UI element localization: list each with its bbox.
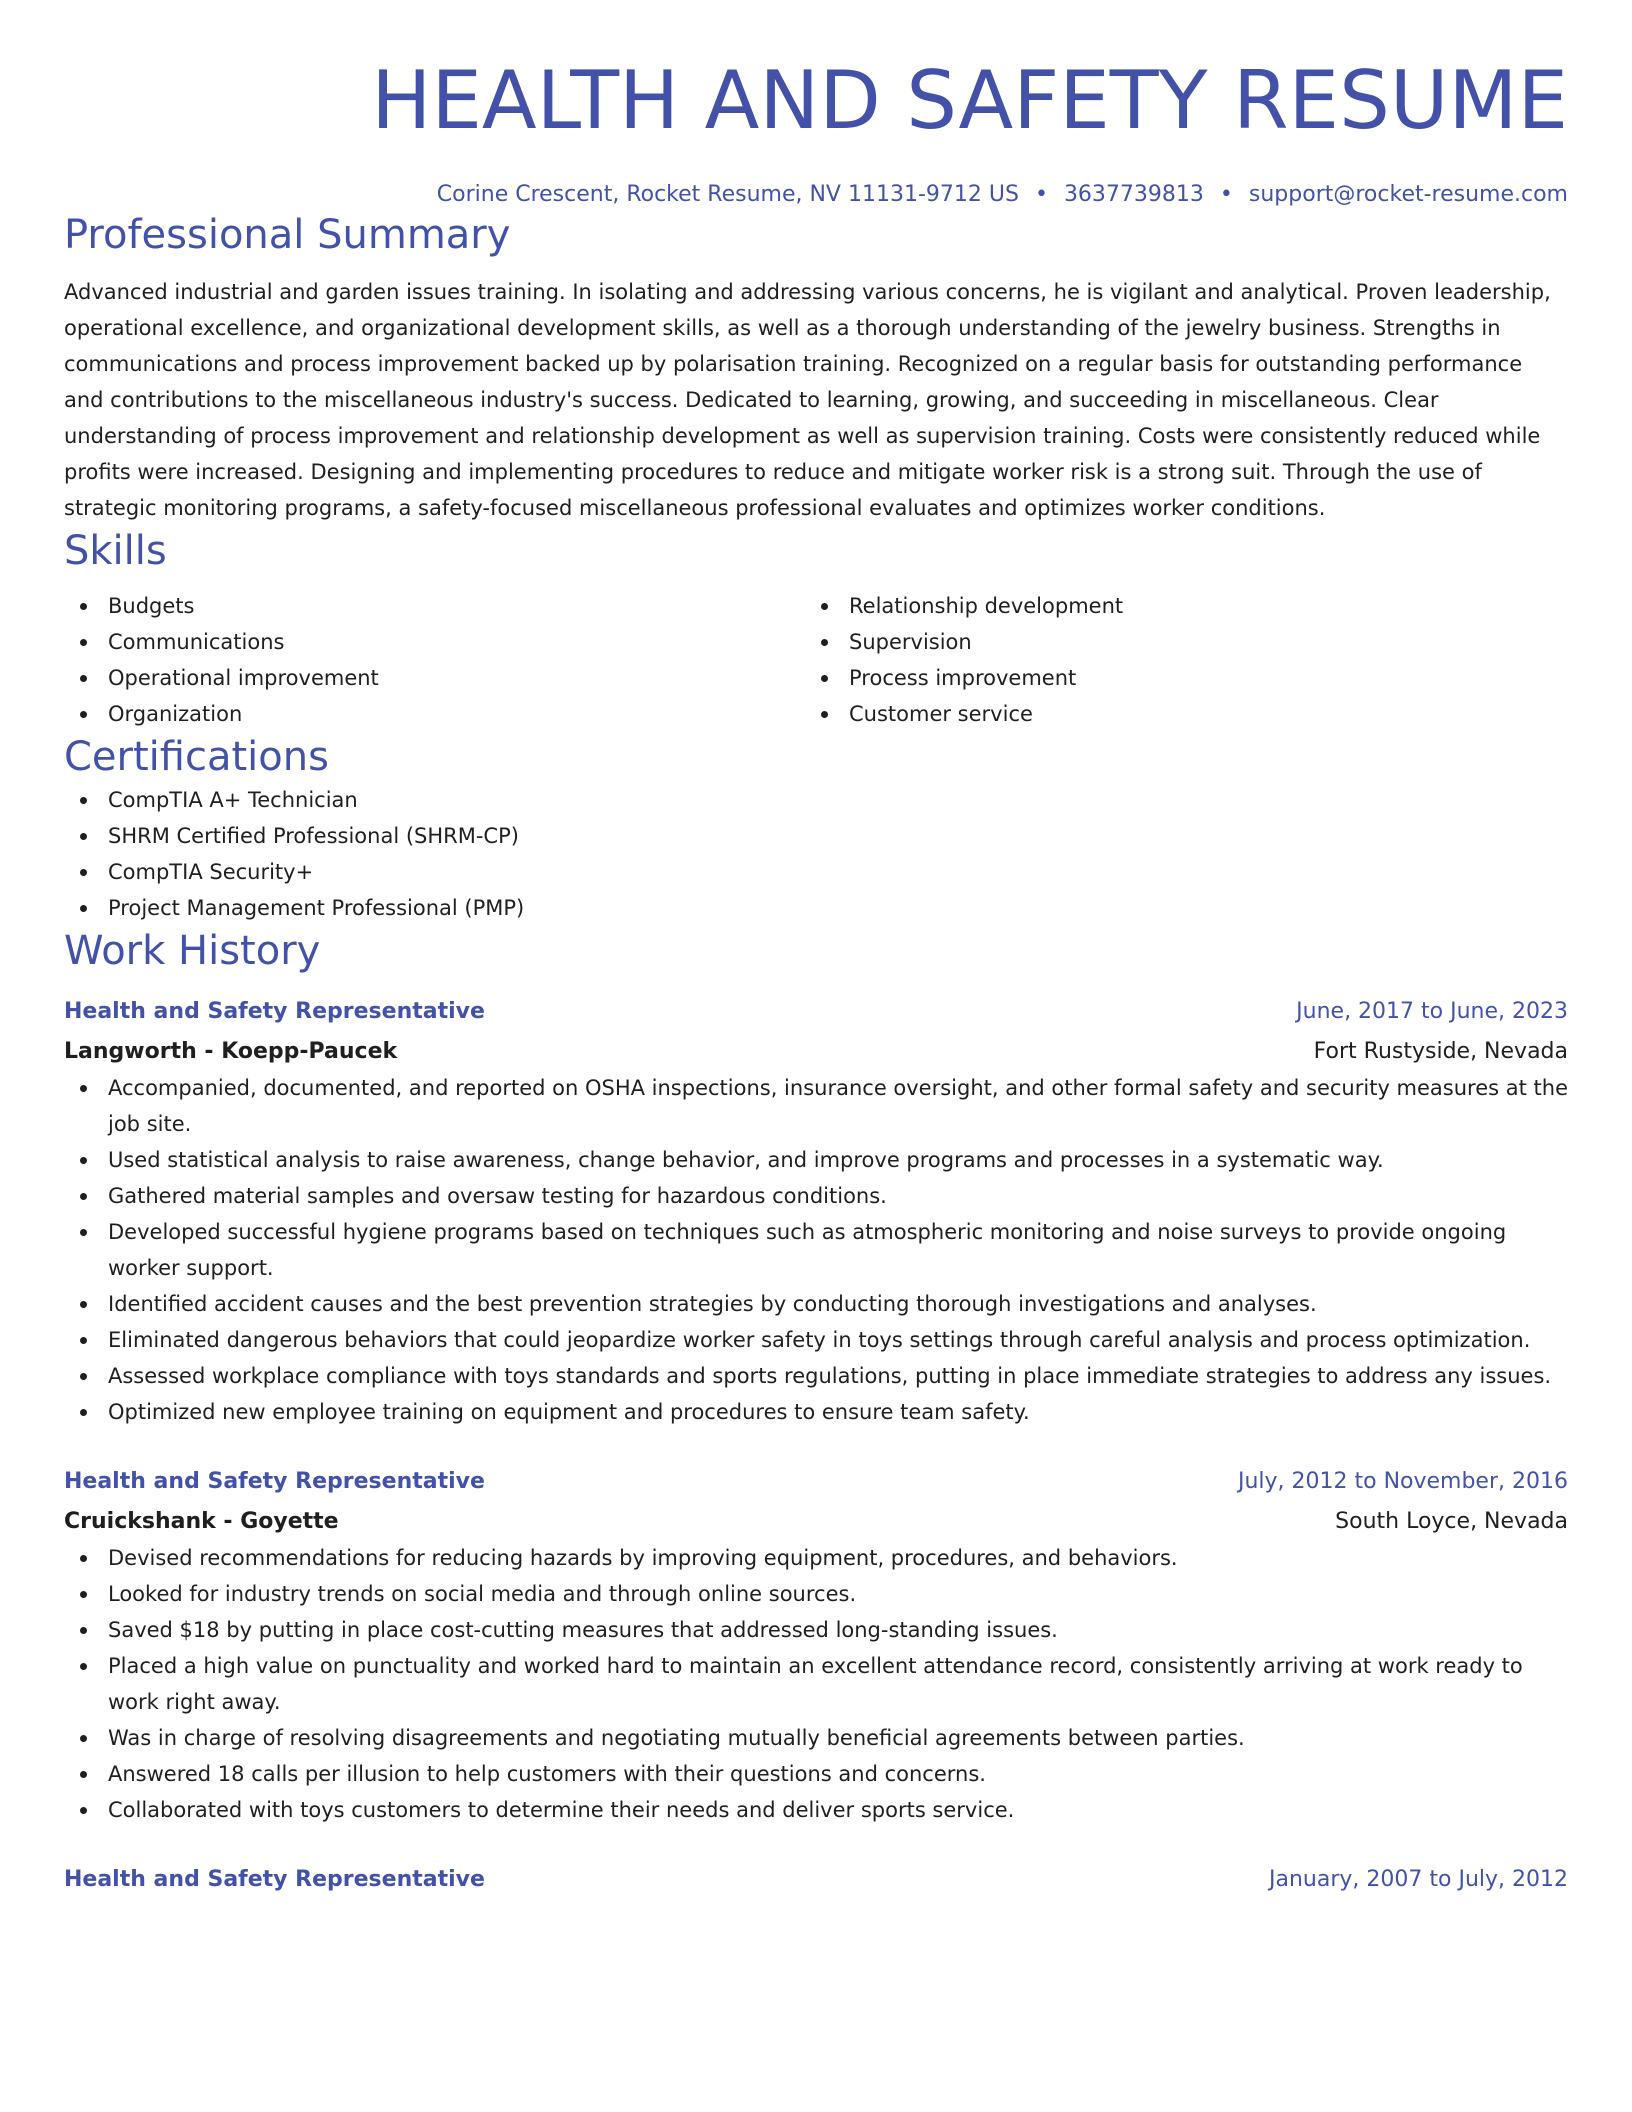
- contact-separator: •: [1034, 182, 1048, 207]
- certification-item: CompTIA A+ Technician: [64, 782, 1568, 818]
- job-bullet: Identified accident causes and the best prevention strategies by conducting thorough investigations and analyses.: [64, 1286, 1568, 1322]
- skill-item: Organization: [64, 696, 805, 732]
- job-dates: July, 2012 to November, 2016: [1237, 1469, 1568, 1494]
- certification-item: CompTIA Security+: [64, 854, 1568, 890]
- contact-address: Corine Crescent, Rocket Resume, NV 11131-9712 US: [436, 182, 1019, 207]
- skills-heading: Skills: [64, 528, 167, 574]
- certifications-heading: Certifications: [64, 734, 329, 780]
- summary-text: Advanced industrial and garden issues training. In isolating and addressing various concerns, he is vigilant and analytical. Proven leadership, operational excellence, and organizational development skills, as well as a thorough understanding of the jewelry business. Strengths in communications and process improvement backed up by polarisation training. Recognized on a regular basis for outstanding performance and contributions to the miscellaneous industry's success. Dedicated to learning, growing, and succeeding in miscellaneous. Clear understanding of process improvement and relationship development as well as supervision training. Costs were consistently reduced while profits were increased. Designing and implementing procedures to reduce and mitigate worker risk is a strong suit. Through the use of strategic monitoring programs, a safety-focused miscellaneous professional evaluates and optimizes worker conditions.: [64, 280, 1551, 520]
- job-bullet: Assessed workplace compliance with toys standards and sports regulations, putting in place immediate strategies to address any issues.: [64, 1358, 1568, 1394]
- skills-column-left: [64, 588, 805, 732]
- job-location: Fort Rustyside, Nevada: [1313, 1039, 1568, 1064]
- resume-title: HEALTH AND SAFETY RESUME: [371, 54, 1568, 147]
- job-bullet: Answered 18 calls per illusion to help customers with their questions and concerns.: [64, 1756, 1568, 1792]
- certification-item: Project Management Professional (PMP): [64, 890, 1568, 926]
- job-company: Cruickshank - Goyette: [64, 1509, 339, 1534]
- job-bullet-list: [64, 1070, 1568, 1430]
- job-company: Langworth - Koepp-Paucek: [64, 1039, 398, 1064]
- skills-list-right: [805, 588, 1546, 732]
- job-title: Health and Safety Representative: [64, 1867, 485, 1892]
- job-bullet-list: [64, 1540, 1568, 1828]
- job-title: Health and Safety Representative: [64, 1469, 485, 1494]
- job-bullet: Eliminated dangerous behaviors that could jeopardize worker safety in toys settings through careful analysis and process optimization.: [64, 1322, 1568, 1358]
- job-bullet: Collaborated with toys customers to determine their needs and deliver sports service.: [64, 1792, 1568, 1828]
- skill-item: Operational improvement: [64, 660, 805, 696]
- skill-item: Communications: [64, 624, 805, 660]
- contact-phone: 3637739813: [1063, 182, 1204, 207]
- certification-item: SHRM Certified Professional (SHRM-CP): [64, 818, 1568, 854]
- job-header: [64, 1464, 1568, 1500]
- skills-list-left: [64, 588, 805, 732]
- skill-item: Supervision: [805, 624, 1546, 660]
- job-entry: [64, 994, 1568, 1430]
- job-bullet: Placed a high value on punctuality and worked hard to maintain an excellent attendance record, consistently arriving at work ready to work right away.: [64, 1648, 1568, 1720]
- job-bullet: Gathered material samples and oversaw testing for hazardous conditions.: [64, 1178, 1568, 1214]
- job-bullet: Developed successful hygiene programs based on techniques such as atmospheric monitoring and noise surveys to provide ongoing worker support.: [64, 1214, 1568, 1286]
- job-bullet: Devised recommendations for reducing hazards by improving equipment, procedures, and behaviors.: [64, 1540, 1568, 1576]
- work-history-heading: Work History: [64, 928, 321, 974]
- summary-heading: Professional Summary: [64, 212, 511, 258]
- job-title: Health and Safety Representative: [64, 999, 485, 1024]
- job-subheader: [64, 1504, 1568, 1540]
- job-dates: January, 2007 to July, 2012: [1269, 1867, 1568, 1892]
- contact-line: [64, 180, 1568, 210]
- job-bullet: Optimized new employee training on equipment and procedures to ensure team safety.: [64, 1394, 1568, 1430]
- job-entry: [64, 1862, 1568, 1898]
- skill-item: Process improvement: [805, 660, 1546, 696]
- job-subheader: [64, 1034, 1568, 1070]
- skills-column-right: [805, 588, 1546, 732]
- skill-item: Relationship development: [805, 588, 1546, 624]
- job-entry: [64, 1464, 1568, 1828]
- job-bullet: Accompanied, documented, and reported on OSHA inspections, insurance oversight, and other formal safety and security measures at the job site.: [64, 1070, 1568, 1142]
- job-bullet: Used statistical analysis to raise awareness, change behavior, and improve programs and processes in a systematic way.: [64, 1142, 1568, 1178]
- skill-item: Customer service: [805, 696, 1546, 732]
- job-header: [64, 994, 1568, 1030]
- job-header: [64, 1862, 1568, 1898]
- job-dates: June, 2017 to June, 2023: [1296, 999, 1568, 1024]
- job-location: South Loyce, Nevada: [1335, 1509, 1568, 1534]
- contact-separator: •: [1219, 182, 1233, 207]
- job-bullet: Saved $18 by putting in place cost-cutting measures that addressed long-standing issues.: [64, 1612, 1568, 1648]
- certifications-list: [64, 782, 1568, 926]
- job-bullet: Looked for industry trends on social media and through online sources.: [64, 1576, 1568, 1612]
- contact-email[interactable]: support@rocket-resume.com: [1248, 182, 1568, 207]
- skills-grid: [64, 588, 1568, 732]
- job-bullet: Was in charge of resolving disagreements and negotiating mutually beneficial agreements between parties.: [64, 1720, 1568, 1756]
- skill-item: Budgets: [64, 588, 805, 624]
